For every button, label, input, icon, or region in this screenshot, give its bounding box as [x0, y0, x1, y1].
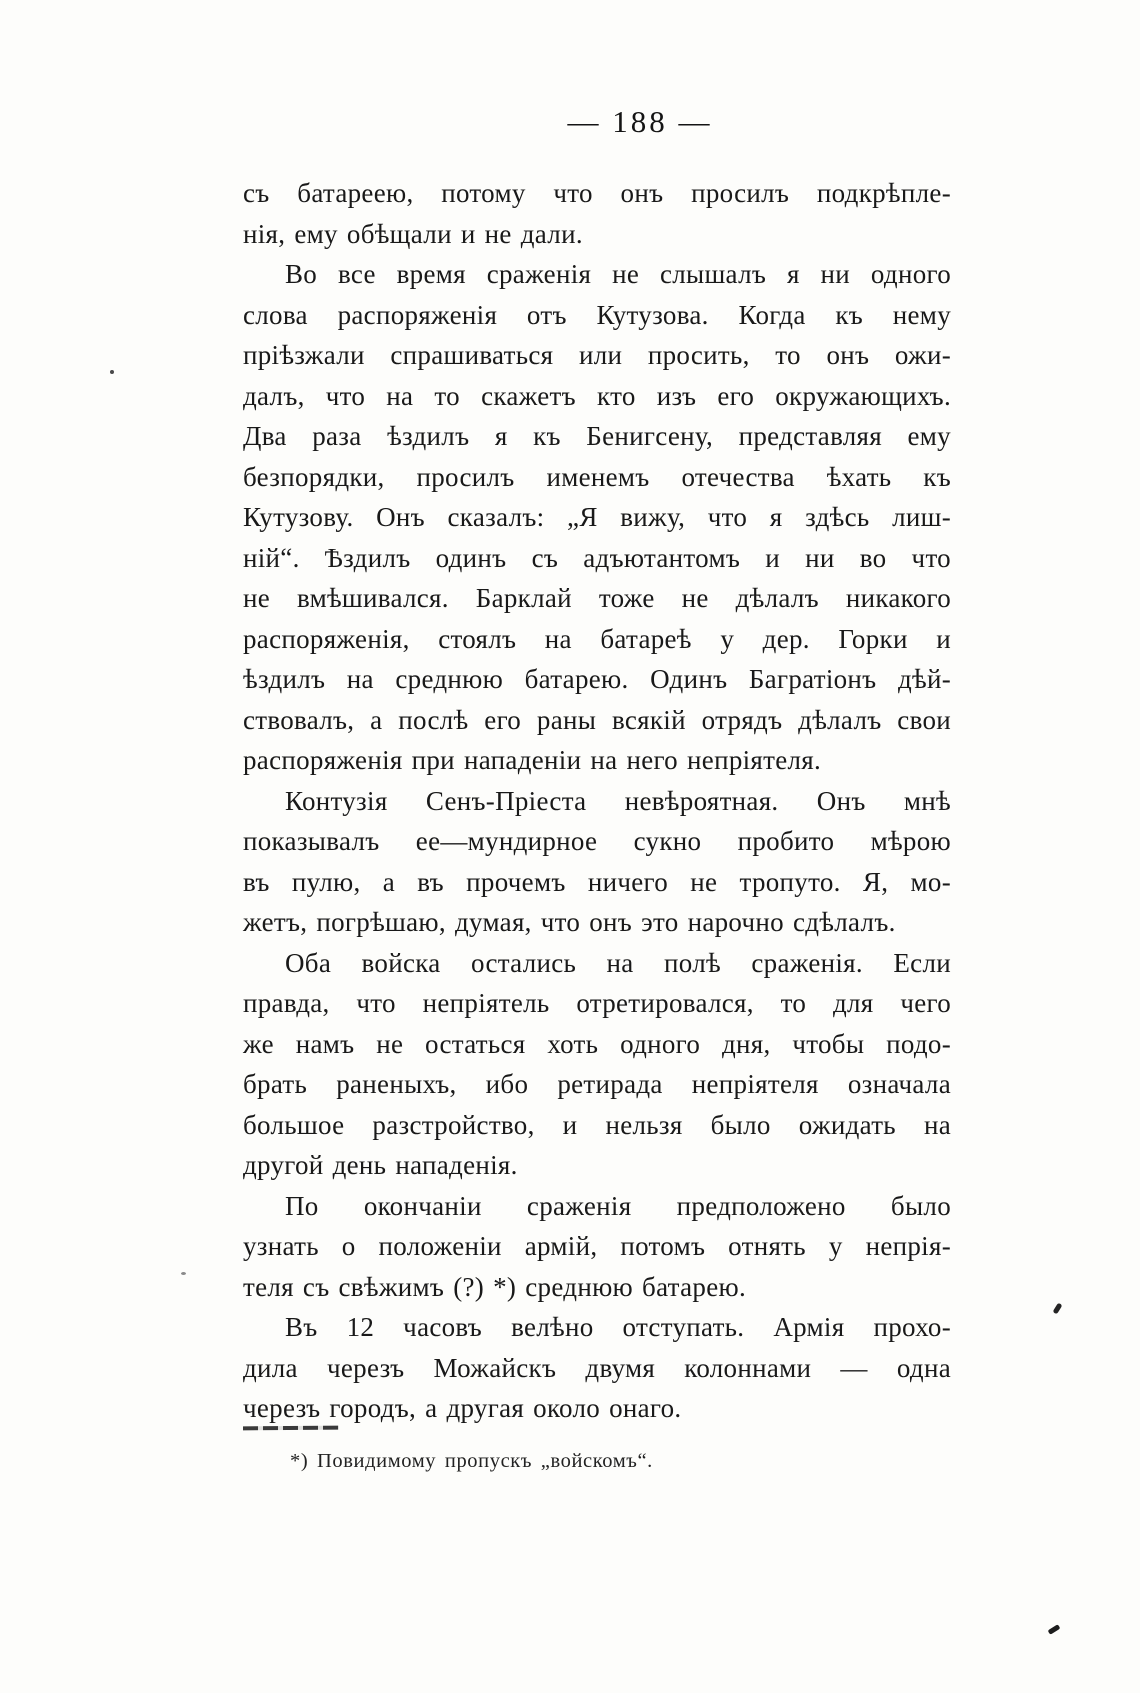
- text-line: ній“. Ѣздилъ одинъ съ адъютантомъ и ни во что: [243, 542, 951, 573]
- text-line: не вмѣшивался. Барклай тоже не дѣлалъ никакого: [243, 583, 951, 613]
- text-line: распоряженія при нападеніи на него непріятеля.: [243, 745, 822, 775]
- text-line: Два раза ѣздилъ я къ Бенигсену, представляя ему: [243, 421, 951, 451]
- text-line: Контузія Сенъ-Пріеста невѣроятная. Онъ мнѣ: [285, 785, 951, 816]
- scan-artifact: [1048, 1624, 1061, 1635]
- footnote-separator-rule: [243, 1426, 339, 1431]
- scan-artifact: [110, 370, 114, 374]
- text-line: брать раненыхъ, ибо ретирада непріятеля означала: [243, 1069, 951, 1099]
- text-block: [243, 173, 951, 1429]
- text-line: По окончаніи сраженія предположено было: [285, 1190, 951, 1221]
- text-line: жетъ, погрѣшаю, думая, что онъ это нарочно сдѣлалъ.: [243, 907, 896, 937]
- text-line: Во все время сраженія не слышалъ я ни одного: [285, 259, 951, 289]
- text-line: пріѣзжали спрашиваться или просить, то онъ ожи-: [243, 340, 951, 370]
- text-line: ствовалъ, а послѣ его раны всякій отрядъ дѣлалъ свои: [243, 704, 951, 735]
- text-line: большое разстройство, и нельзя было ожидать на: [243, 1109, 951, 1140]
- text-line: далъ, что на то скажетъ кто изъ его окружающихъ.: [243, 380, 951, 411]
- page-number: — 188 —: [567, 104, 713, 139]
- scan-artifact: [181, 1272, 186, 1275]
- text-line: Въ 12 часовъ велѣно отступать. Армія прохо-: [285, 1312, 951, 1342]
- text-line: дила черезъ Можайскъ двумя колоннами — одна: [243, 1352, 951, 1383]
- text-line: правда, что непріятель отретировался, то для чего: [243, 988, 951, 1018]
- text-line: безпорядки, просилъ именемъ отечества ѣхать къ: [243, 461, 951, 492]
- text-line: показывалъ ее—мундирное сукно пробито мѣрою: [243, 826, 951, 856]
- scan-artifact: [1052, 1303, 1062, 1315]
- text-line: узнать о положеніи армій, потомъ отнять у непрія-: [243, 1231, 951, 1261]
- text-line: черезъ городъ, а другая около онаго.: [243, 1393, 682, 1423]
- text-line: въ пулю, а въ прочемъ ничего не тропуто. Я, мо-: [243, 866, 951, 897]
- text-line: съ батареею, потому что онъ просилъ подкрѣпле-: [243, 178, 951, 208]
- text-line: же намъ не остаться хоть одного дня, чтобы подо-: [243, 1028, 951, 1059]
- text-line: Кутузову. Онъ сказалъ: „Я вижу, что я здѣсь лиш-: [243, 502, 951, 532]
- text-line: другой день нападенія.: [243, 1150, 518, 1180]
- text-line: Оба войска остались на полѣ сраженія. Если: [285, 947, 951, 978]
- footnote: *) Повидимому пропускъ „войскомъ“.: [290, 1450, 653, 1472]
- text-line: теля съ свѣжимъ (?) *) среднюю батарею.: [243, 1271, 747, 1302]
- text-line: ѣздилъ на среднюю батарею. Одинъ Багратіонъ дѣй-: [243, 664, 951, 694]
- text-line: распоряженія, стоялъ на батареѣ у дер. Горки и: [243, 623, 951, 654]
- text-line: нія, ему обѣщали и не дали.: [243, 218, 583, 249]
- text-line: слова распоряженія отъ Кутузова. Когда къ нему: [243, 299, 951, 330]
